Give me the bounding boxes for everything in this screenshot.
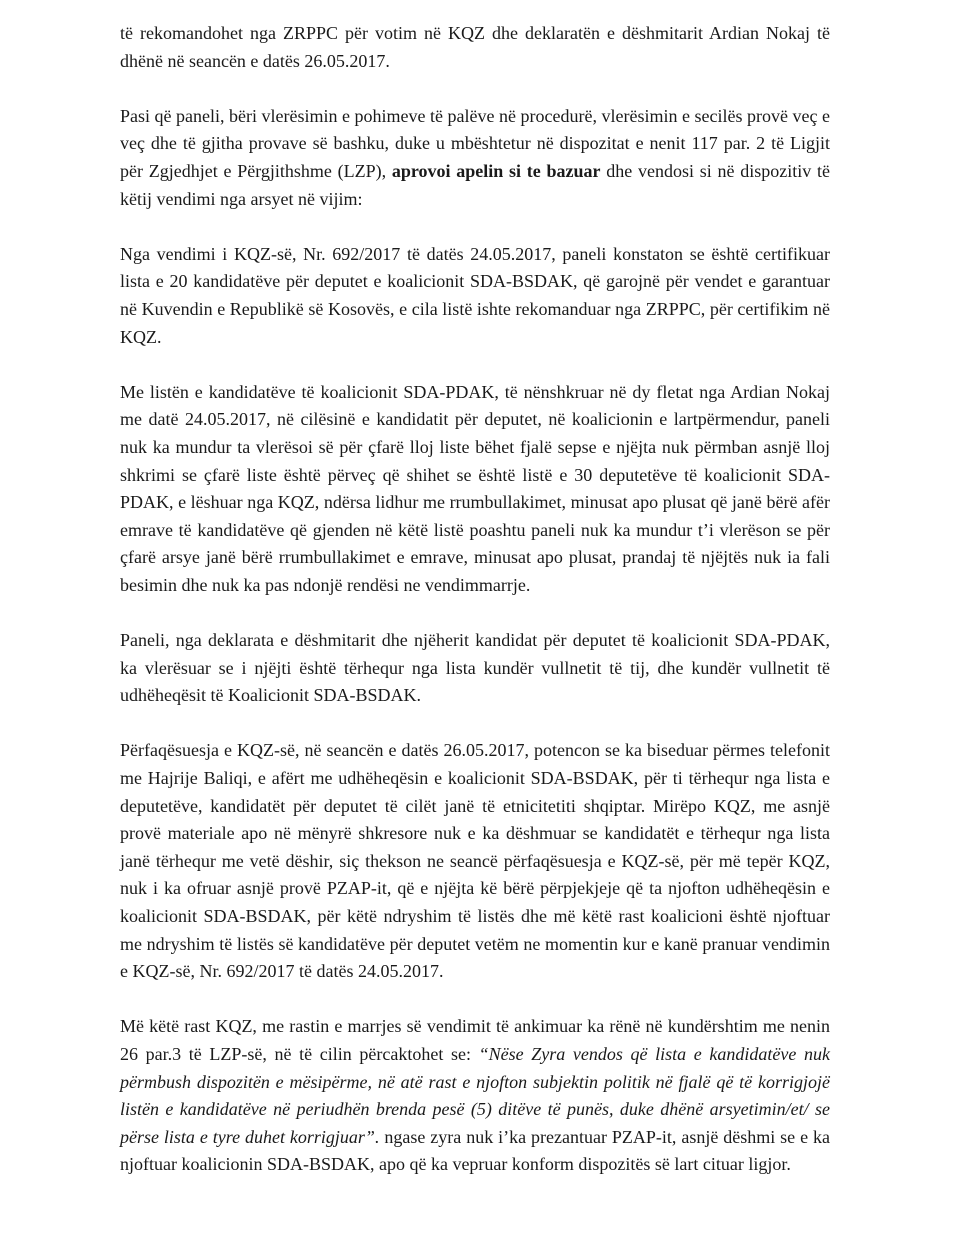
paragraph-4-text: Me listën e kandidatëve të koalicionit SDA-PDAK, të nënshkruar në dy fletat nga Ardian Nokaj me datë 24.05.2017, në cilësinë e kandidatit për deputet, në koalicionin e lartpërmendur, paneli nuk ka mundur ta vlerësoi së për çfarë lloj liste bëhet fjalë sepse e njëjta nuk përmban asnjë lloj shkrimi se çfarë liste është përveç që shihet se është listë e 30 deputetëve të koalicionit SDA-PDAK, e lëshuar nga KQZ, ndërsa lidhur me rrumbullakimet, minusat apo plusat që janë bërë afër emrave të kandidatëve që gjenden në këtë listë poashtu paneli nuk ka mundur t’i vlerëson se për çfarë arsye janë bërë rrumbullakimet e emrave, minusat apo plusat, prandaj të njëjtës nuk ia fali besimin dhe nuk ka pas ndonjë rendësi ne vendimmarrje.	[120, 381, 830, 595]
paragraph-2-bold-decision: aprovoi apelin si te bazuar	[391, 160, 601, 181]
paragraph-6	[120, 737, 830, 985]
paragraph-4	[120, 379, 830, 600]
paragraph-2-text-b: dhe vendosi si në dispozitiv të këtij vendimi nga arsyet në vijim:	[120, 160, 831, 209]
paragraph-3-text: Nga vendimi i KQZ-së, Nr. 692/2017 të datës 24.05.2017, paneli konstaton se është certifikuar lista e 20 kandidatëve për deputet e koalicionit SDA-BSDAK, që garojnë për vendet e garantuar në Kuvendin e Republikë së Kosovës, e cila listë ishte rekomanduar nga ZRPPC, për certifikim në KQZ.	[120, 243, 830, 347]
document-body	[120, 20, 830, 1207]
paragraph-5-text: Paneli, nga deklarata e dëshmitarit dhe njëherit kandidat për deputet të koalicionit SDA-PDAK, ka vlerësuar se i njëjti është tërhequr nga lista kundër vullnetit të tij, dhe kundër vullnetit të udhëheqësit të Koalicionit SDA-BSDAK.	[120, 630, 830, 706]
paragraph-1-text: të rekomandohet nga ZRPPC për votim në KQZ dhe deklaratën e dëshmitarit Ardian Nokaj të dhënë në seancën e datës 26.05.2017.	[120, 23, 830, 71]
paragraph-7-text-a: Më këtë rast KQZ, me rastin e marrjes së vendimit të ankimuar ka rënë në kundërshtim me nenin 26 par.3 të LZP-së, në të cilin përcaktohet se:	[120, 1016, 830, 1064]
paragraph-2-text-a: Pasi që paneli, bëri vlerësimin e pohimeve të palëve në procedurë, vlerësimin e secilës provë veç e veç dhe të gjitha provave së bashku, duke u mbështetur në dispozitat e nenit 117 par. 2 të Ligjit për Zgjedhjet e Përgjithshme (LZP),	[120, 105, 830, 181]
paragraph-7-legal-quote: “Nëse Zyra vendos që lista e kandidatëve nuk përmbush dispozitën e mësipërme, në atë rast e njofton subjektin politik në fjalë që të korrigjojë listën e kandidatëve në periudhën brenda pesë (5) ditëve të punës, duke dhënë arsyetimin/et/ se përse lista e tyre duhet korrigjuar”.	[120, 1043, 830, 1147]
paragraph-2	[120, 103, 830, 213]
paragraph-7	[120, 1013, 830, 1179]
paragraph-5	[120, 627, 830, 710]
paragraph-3	[120, 241, 830, 351]
paragraph-1	[120, 20, 830, 75]
paragraph-7-text-b: ngase zyra nuk i’ka prezantuar PZAP-it, asnjë dëshmi se e ka njoftuar koalicionin SDA-BSDAK, apo që ka vepruar konform dispozitës së lart cituar ligjor.	[120, 1126, 830, 1175]
paragraph-6-text: Përfaqësuesja e KQZ-së, në seancën e datës 26.05.2017, potencon se ka biseduar përmes telefonit me Hajrije Baliqi, e afërt me udhëheqësin e koalicionit SDA-BSDAK, për ti tërhequr nga lista e deputetëve, kandidatët për deputet të cilët janë të etnicitetiti shqiptar. Mirëpo KQZ, me asnjë provë materiale apo në mënyrë shkresore nuk e ka dëshmuar se kandidatët e tërhequr nga lista janë tërhequr me vetë dëshir, siç thekson ne seancë përfaqësuesja e KQZ-së, për më tepër KQZ, nuk i ka ofruar asnjë provë PZAP-it, që e njëjta kë bërë përpjekjeje që ta njofton udhëheqësin e koalicionit SDA-BSDAK, për këtë ndryshim të listës dhe më këtë rast koalicioni është njoftuar me ndryshim të listës së kandidatëve për deputet vetëm ne momentin kur e kanë pranuar vendimin e KQZ-së, Nr. 692/2017 të datës 24.05.2017.	[120, 740, 830, 982]
